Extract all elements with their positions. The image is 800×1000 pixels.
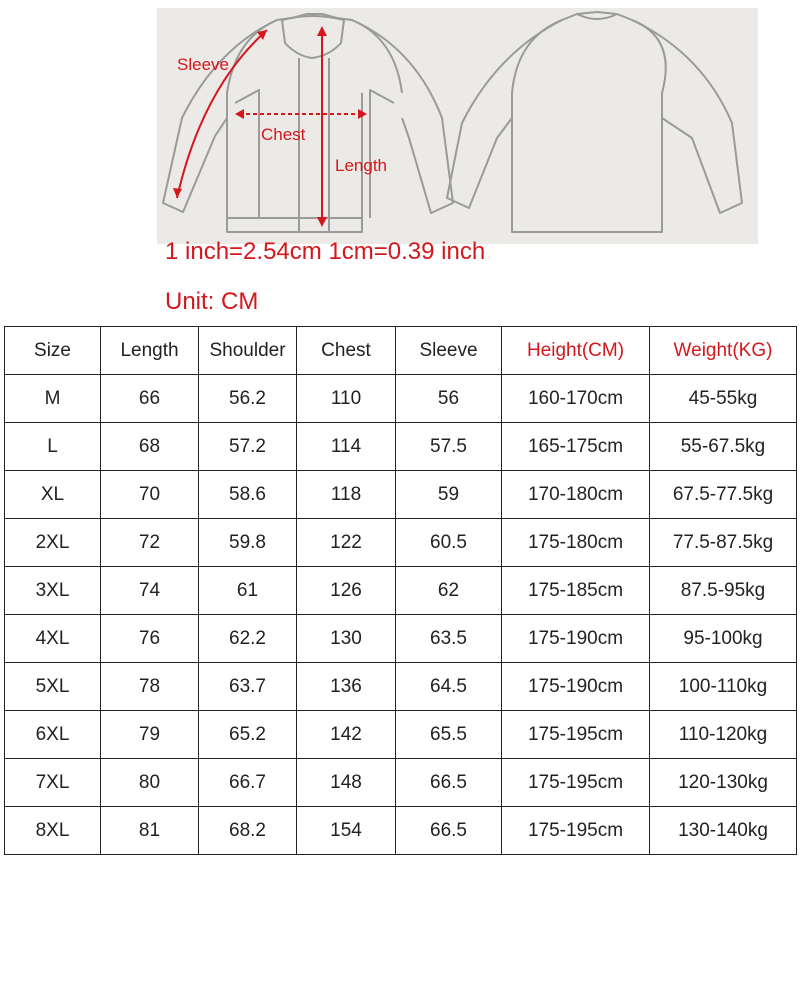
- cell-sleeve: 62: [396, 567, 502, 615]
- cell-shoulder: 59.8: [199, 519, 297, 567]
- cell-weight: 120-130kg: [650, 759, 797, 807]
- table-row: [5, 423, 797, 471]
- cell-sleeve: 66.5: [396, 807, 502, 855]
- cell-length: 79: [101, 711, 199, 759]
- cell-length: 70: [101, 471, 199, 519]
- cell-length: 76: [101, 615, 199, 663]
- header-size: Size: [5, 327, 101, 375]
- cell-length: 72: [101, 519, 199, 567]
- cell-size: 6XL: [5, 711, 101, 759]
- cell-chest: 122: [297, 519, 396, 567]
- cell-chest: 142: [297, 711, 396, 759]
- cell-sleeve: 63.5: [396, 615, 502, 663]
- header-height: Height(CM): [502, 327, 650, 375]
- chest-label: Chest: [261, 125, 306, 144]
- cell-chest: 148: [297, 759, 396, 807]
- cell-size: 2XL: [5, 519, 101, 567]
- cell-height: 175-195cm: [502, 711, 650, 759]
- table-row: [5, 759, 797, 807]
- cell-chest: 118: [297, 471, 396, 519]
- unit-conversion-note: 1 inch=2.54cm 1cm=0.39 inch: [165, 238, 486, 265]
- cell-weight: 100-110kg: [650, 663, 797, 711]
- cell-length: 80: [101, 759, 199, 807]
- cell-height: 175-195cm: [502, 759, 650, 807]
- header-length: Length: [101, 327, 199, 375]
- cell-height: 175-195cm: [502, 807, 650, 855]
- table-row: [5, 567, 797, 615]
- cell-weight: 130-140kg: [650, 807, 797, 855]
- cell-weight: 110-120kg: [650, 711, 797, 759]
- cell-size: L: [5, 423, 101, 471]
- table-row: [5, 807, 797, 855]
- cell-sleeve: 65.5: [396, 711, 502, 759]
- cell-size: M: [5, 375, 101, 423]
- cell-size: 4XL: [5, 615, 101, 663]
- cell-length: 81: [101, 807, 199, 855]
- cell-shoulder: 63.7: [199, 663, 297, 711]
- sleeve-label: Sleeve: [177, 55, 229, 74]
- cell-length: 66: [101, 375, 199, 423]
- cell-shoulder: 62.2: [199, 615, 297, 663]
- cell-sleeve: 56: [396, 375, 502, 423]
- cell-chest: 130: [297, 615, 396, 663]
- cell-height: 175-190cm: [502, 615, 650, 663]
- cell-length: 68: [101, 423, 199, 471]
- cell-shoulder: 56.2: [199, 375, 297, 423]
- cell-height: 175-190cm: [502, 663, 650, 711]
- table-row: [5, 375, 797, 423]
- cell-size: 3XL: [5, 567, 101, 615]
- table-header-row: [5, 327, 797, 375]
- cell-shoulder: 57.2: [199, 423, 297, 471]
- table-row: [5, 663, 797, 711]
- header-sleeve: Sleeve: [396, 327, 502, 375]
- table-row: [5, 471, 797, 519]
- cell-height: 175-180cm: [502, 519, 650, 567]
- length-label: Length: [335, 156, 387, 175]
- cell-sleeve: 64.5: [396, 663, 502, 711]
- cell-size: XL: [5, 471, 101, 519]
- cell-sleeve: 60.5: [396, 519, 502, 567]
- cell-shoulder: 68.2: [199, 807, 297, 855]
- cell-weight: 95-100kg: [650, 615, 797, 663]
- cell-weight: 67.5-77.5kg: [650, 471, 797, 519]
- cell-height: 165-175cm: [502, 423, 650, 471]
- cell-sleeve: 66.5: [396, 759, 502, 807]
- cell-chest: 154: [297, 807, 396, 855]
- cell-weight: 87.5-95kg: [650, 567, 797, 615]
- cell-sleeve: 59: [396, 471, 502, 519]
- cell-sleeve: 57.5: [396, 423, 502, 471]
- cell-weight: 45-55kg: [650, 375, 797, 423]
- cell-shoulder: 58.6: [199, 471, 297, 519]
- jacket-outline-illustration: [157, 8, 758, 244]
- cell-size: 5XL: [5, 663, 101, 711]
- cell-height: 170-180cm: [502, 471, 650, 519]
- cell-height: 175-185cm: [502, 567, 650, 615]
- table-row: [5, 519, 797, 567]
- cell-chest: 110: [297, 375, 396, 423]
- unit-label: Unit: CM: [165, 288, 259, 315]
- header-chest: Chest: [297, 327, 396, 375]
- header-shoulder: Shoulder: [199, 327, 297, 375]
- size-chart-table: [4, 326, 797, 855]
- cell-chest: 126: [297, 567, 396, 615]
- cell-size: 7XL: [5, 759, 101, 807]
- cell-length: 74: [101, 567, 199, 615]
- cell-shoulder: 66.7: [199, 759, 297, 807]
- cell-size: 8XL: [5, 807, 101, 855]
- header-weight: Weight(KG): [650, 327, 797, 375]
- jacket-measurement-diagram: [157, 8, 758, 244]
- cell-weight: 77.5-87.5kg: [650, 519, 797, 567]
- cell-weight: 55-67.5kg: [650, 423, 797, 471]
- table-row: [5, 711, 797, 759]
- cell-length: 78: [101, 663, 199, 711]
- cell-shoulder: 61: [199, 567, 297, 615]
- cell-height: 160-170cm: [502, 375, 650, 423]
- cell-chest: 136: [297, 663, 396, 711]
- cell-shoulder: 65.2: [199, 711, 297, 759]
- cell-chest: 114: [297, 423, 396, 471]
- table-row: [5, 615, 797, 663]
